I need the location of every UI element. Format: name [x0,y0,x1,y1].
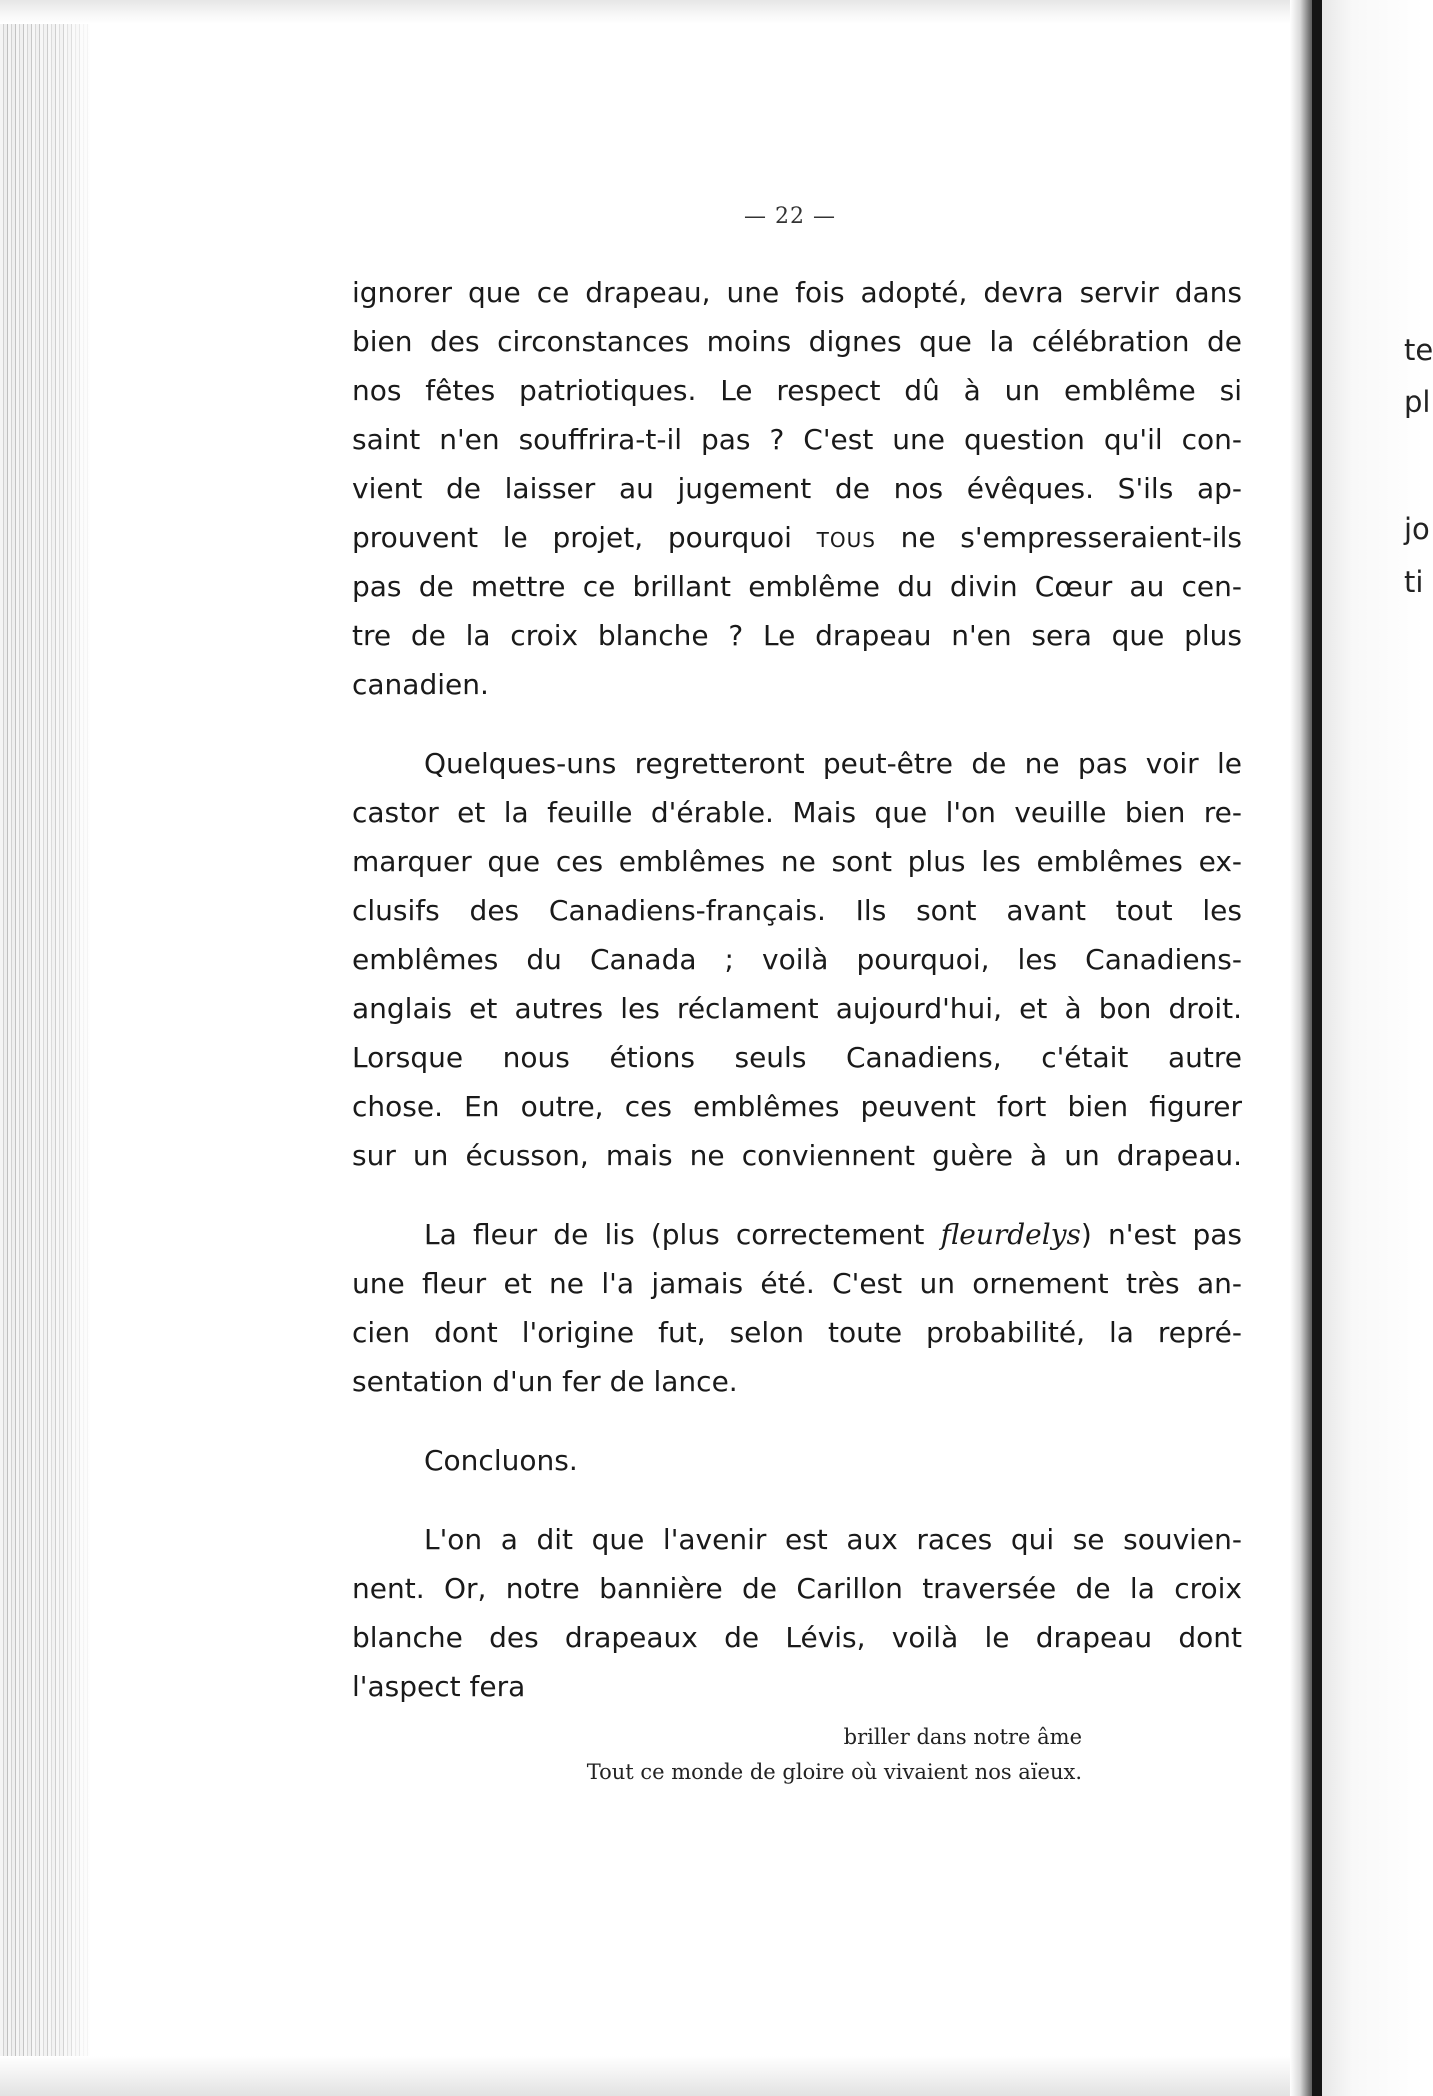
text-line: sur un écusson, mais ne conviennent guère à un drapeau. [352,1139,1242,1172]
facing-page-fragment: te [1404,333,1433,367]
text-line: Lorsque nous étions seuls Canadiens, c'était autre [352,1041,1242,1074]
text-line: ignorer que ce drapeau, une fois adopté, devra servir dans [352,276,1242,309]
gutter-shadow [1312,0,1322,2096]
facing-page [1322,0,1424,2096]
page-bottom-edge [0,2056,1310,2096]
italic-word: fleurdelys [940,1218,1081,1251]
text-line [352,513,1242,562]
text-line: nent. Or, notre bannière de Carillon traversée de la croix [352,1572,1242,1605]
text-line: Quelques-uns regretteront peut-être de ne pas voir le [424,747,1242,780]
text-line: blanche des drapeaux de Lévis, voilà le drapeau dont [352,1621,1242,1654]
body-text [352,268,1242,1711]
text-line: bien des circonstances moins dignes que la célébration de [352,325,1242,358]
text-line: cien dont l'origine fut, selon toute probabilité, la repré- [352,1316,1242,1349]
text-line: une fleur et ne l'a jamais été. C'est un ornement très an- [352,1267,1242,1300]
text-segment: ne s'empresseraient-ils [900,521,1242,554]
text-line: pas de mettre ce brillant emblême du divin Cœur au cen- [352,570,1242,603]
text-line: nos fêtes patriotiques. Le respect dû à un emblême si [352,374,1242,407]
text-line: sentation d'un fer de lance. [352,1365,738,1398]
text-line: marquer que ces emblêmes ne sont plus les emblêmes ex- [352,845,1242,878]
small-caps-word: tous [816,521,876,554]
paragraph-gap [352,709,1242,739]
text-line: canadien. [352,668,489,701]
text-line: vient de laisser au jugement de nos évêques. S'ils ap- [352,472,1242,505]
paragraph-gap [352,1180,1242,1210]
facing-page-fragment: pl [1404,385,1431,419]
verse-line: Tout ce monde de gloire où vivaient nos aïeux. [586,1760,1082,1784]
paragraph [352,739,1242,1180]
text-line: saint n'en souffrira-t-il pas ? C'est une question qu'il con- [352,423,1242,456]
paragraph [352,268,1242,709]
paragraph [352,1436,1242,1485]
text-line: Concluons. [424,1444,578,1477]
text-line: chose. En outre, ces emblêmes peuvent fort bien figurer [352,1090,1242,1123]
page-number: — 22 — [744,204,836,229]
text-line: tre de la croix blanche ? Le drapeau n'en sera que plus [352,619,1242,652]
paragraph [352,1210,1242,1406]
text-line: castor et la feuille d'érable. Mais que l'on veuille bien re- [352,796,1242,829]
text-line [352,1210,1242,1259]
paragraph-gap [352,1406,1242,1436]
text-line: anglais et autres les réclament aujourd'hui, et à bon droit. [352,992,1242,1025]
page-top-edge [0,0,1310,24]
text-line: l'aspect fera [352,1670,526,1703]
text-segment: prouvent le projet, pourquoi [352,521,817,554]
text-segment: ) n'est pas [1080,1218,1243,1251]
facing-page-fragment: ti [1404,565,1424,599]
text-segment: La fleur de lis (plus correctement [424,1218,941,1251]
verse-line: briller dans notre âme [843,1725,1082,1749]
paragraph-gap [352,1485,1242,1515]
paragraph [352,1515,1242,1711]
text-line: L'on a dit que l'avenir est aux races qui se souvien- [424,1523,1242,1556]
page-stack-shade [0,0,90,2096]
text-line: clusifs des Canadiens-français. Ils sont avant tout les [352,894,1242,927]
facing-page-fragment: jo [1404,512,1430,546]
text-line: emblêmes du Canada ; voilà pourquoi, les Canadiens- [352,943,1242,976]
